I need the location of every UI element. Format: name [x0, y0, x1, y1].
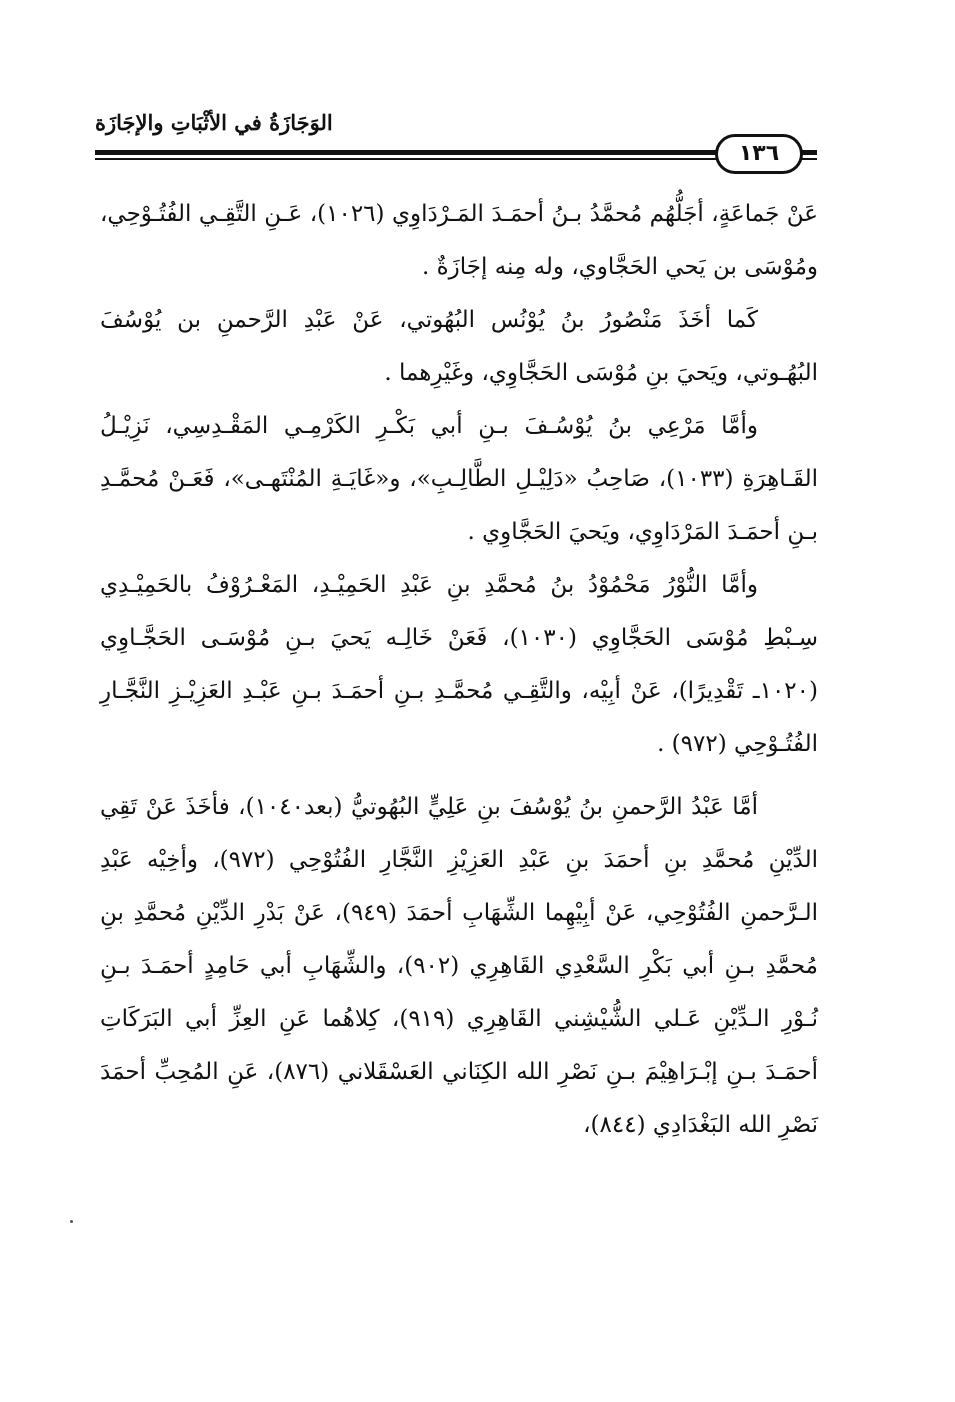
paragraph: عَنْ جَماعَةٍ، أجَلُّهُم مُحمَّدُ بـنُ أحمَـدَ المَـرْدَاوِي (١٠٢٦)، عَـنِ التَّقِـي الفُتُـوْحِي، ومُوْسَى بن يَحي الحَجَّاوي، وله مِنه إجَازَةٌ .	[100, 201, 819, 280]
page-number: ١٣٦	[715, 134, 803, 174]
paragraph: وأمَّا النُّوْرُ مَحْمُوْدُ بنُ مُحمَّدِ بنِ عَبْدِ الحَمِيْـدِ، المَعْـرُوْفُ بالحَمِيْـدِي سِـبْطِ مُوْسَى الحَجَّاوِي (١٠٣٠)، فَعَنْ خَالِـه يَحيَ بـنِ مُوْسَـى الحَجَّـاوِي (١٠٢٠ـ تَقْدِيرًا)، عَنْ أبِيْه، والتَّقِـي مُحمَّـدِ بـنِ أحمَـدَ بـنِ عَبْـدِ العَزِيْـزِ النَّجَّـارِ الفُتُـوْحِي (٩٧٢) .	[100, 572, 818, 757]
paragraph: كَما أخَذَ مَنْصُورُ بنُ يُوْنُس البُهُوتي، عَنْ عَبْدِ الرَّحمنِ بن يُوْسُفَ البُهُـوتي، ويَحيَ بنِ مُوْسَى الحَجَّاوِي، وغَيْرِهما .	[100, 307, 818, 386]
paragraph: وأمَّا مَرْعِي بنُ يُوْسُـفَ بـنِ أبي بَكْـرِ الكَرْمِـي المَقْـدِسِي، نَزِيْـلُ القَـاهِرَةِ (١٠٣٣)، صَاحِبُ «دَلِيْـلِ الطَّالِـبِ»، و«غَايَـةِ المُنْتَهـى»، فَعَـنْ مُحمَّـدِ بـنِ أحمَـدَ المَرْدَاوِي، ويَحيَ الحَجَّاوِي .	[100, 413, 819, 545]
paragraph: أمَّا عَبْدُ الرَّحمنِ بنُ يُوْسُفَ بنِ عَلِيٍّ البُهُوتيُّ (بعد١٠٤٠)، فأخَذَ عَنْ تَقِي الدِّيْنِ مُحمَّدِ بنِ أحمَدَ بنِ عَبْدِ العَزِيْزِ النَّجَّارِ الفُتُوْحِي (٩٧٢)، وأخِيْه عَبْدِ الـرَّحمنِ الفُتُوْحِي، عَنْ أبِيْهِما الشِّهَابِ أحمَدَ (٩٤٩)، عَنْ بَدْرِ الدِّيْنِ مُحمَّدِ بنِ مُحمَّدِ بـنِ أبي بَكْرِ السَّعْدِي القَاهِرِي (٩٠٢)، والشِّهَابِ أبي حَامِدٍ أحمَـدَ بـنِ نُـوْرِ الـدِّيْنِ عَـلي الشُّيْشِني القَاهِرِي (٩١٩)، كِلاهُما عَنِ العِزِّ أبي البَرَكَاتِ أحمَـدَ بـنِ إبْـرَاهِيْمَ بـنِ نَصْرِ الله الكِنَاني العَسْقَلاني (٨٧٦)، عَنِ المُحِبِّ أحمَدَ نَصْرِ الله البَغْدَادِي (٨٤٤)،	[100, 794, 819, 1138]
header-rule-thin	[95, 158, 725, 160]
scan-speck	[70, 1220, 73, 1223]
page-header	[95, 100, 820, 180]
body-text	[100, 188, 818, 1152]
header-rule	[95, 150, 725, 155]
running-title: الوَجَازَةُ في الأثْبَاتِ والإجَازَة	[95, 110, 333, 135]
